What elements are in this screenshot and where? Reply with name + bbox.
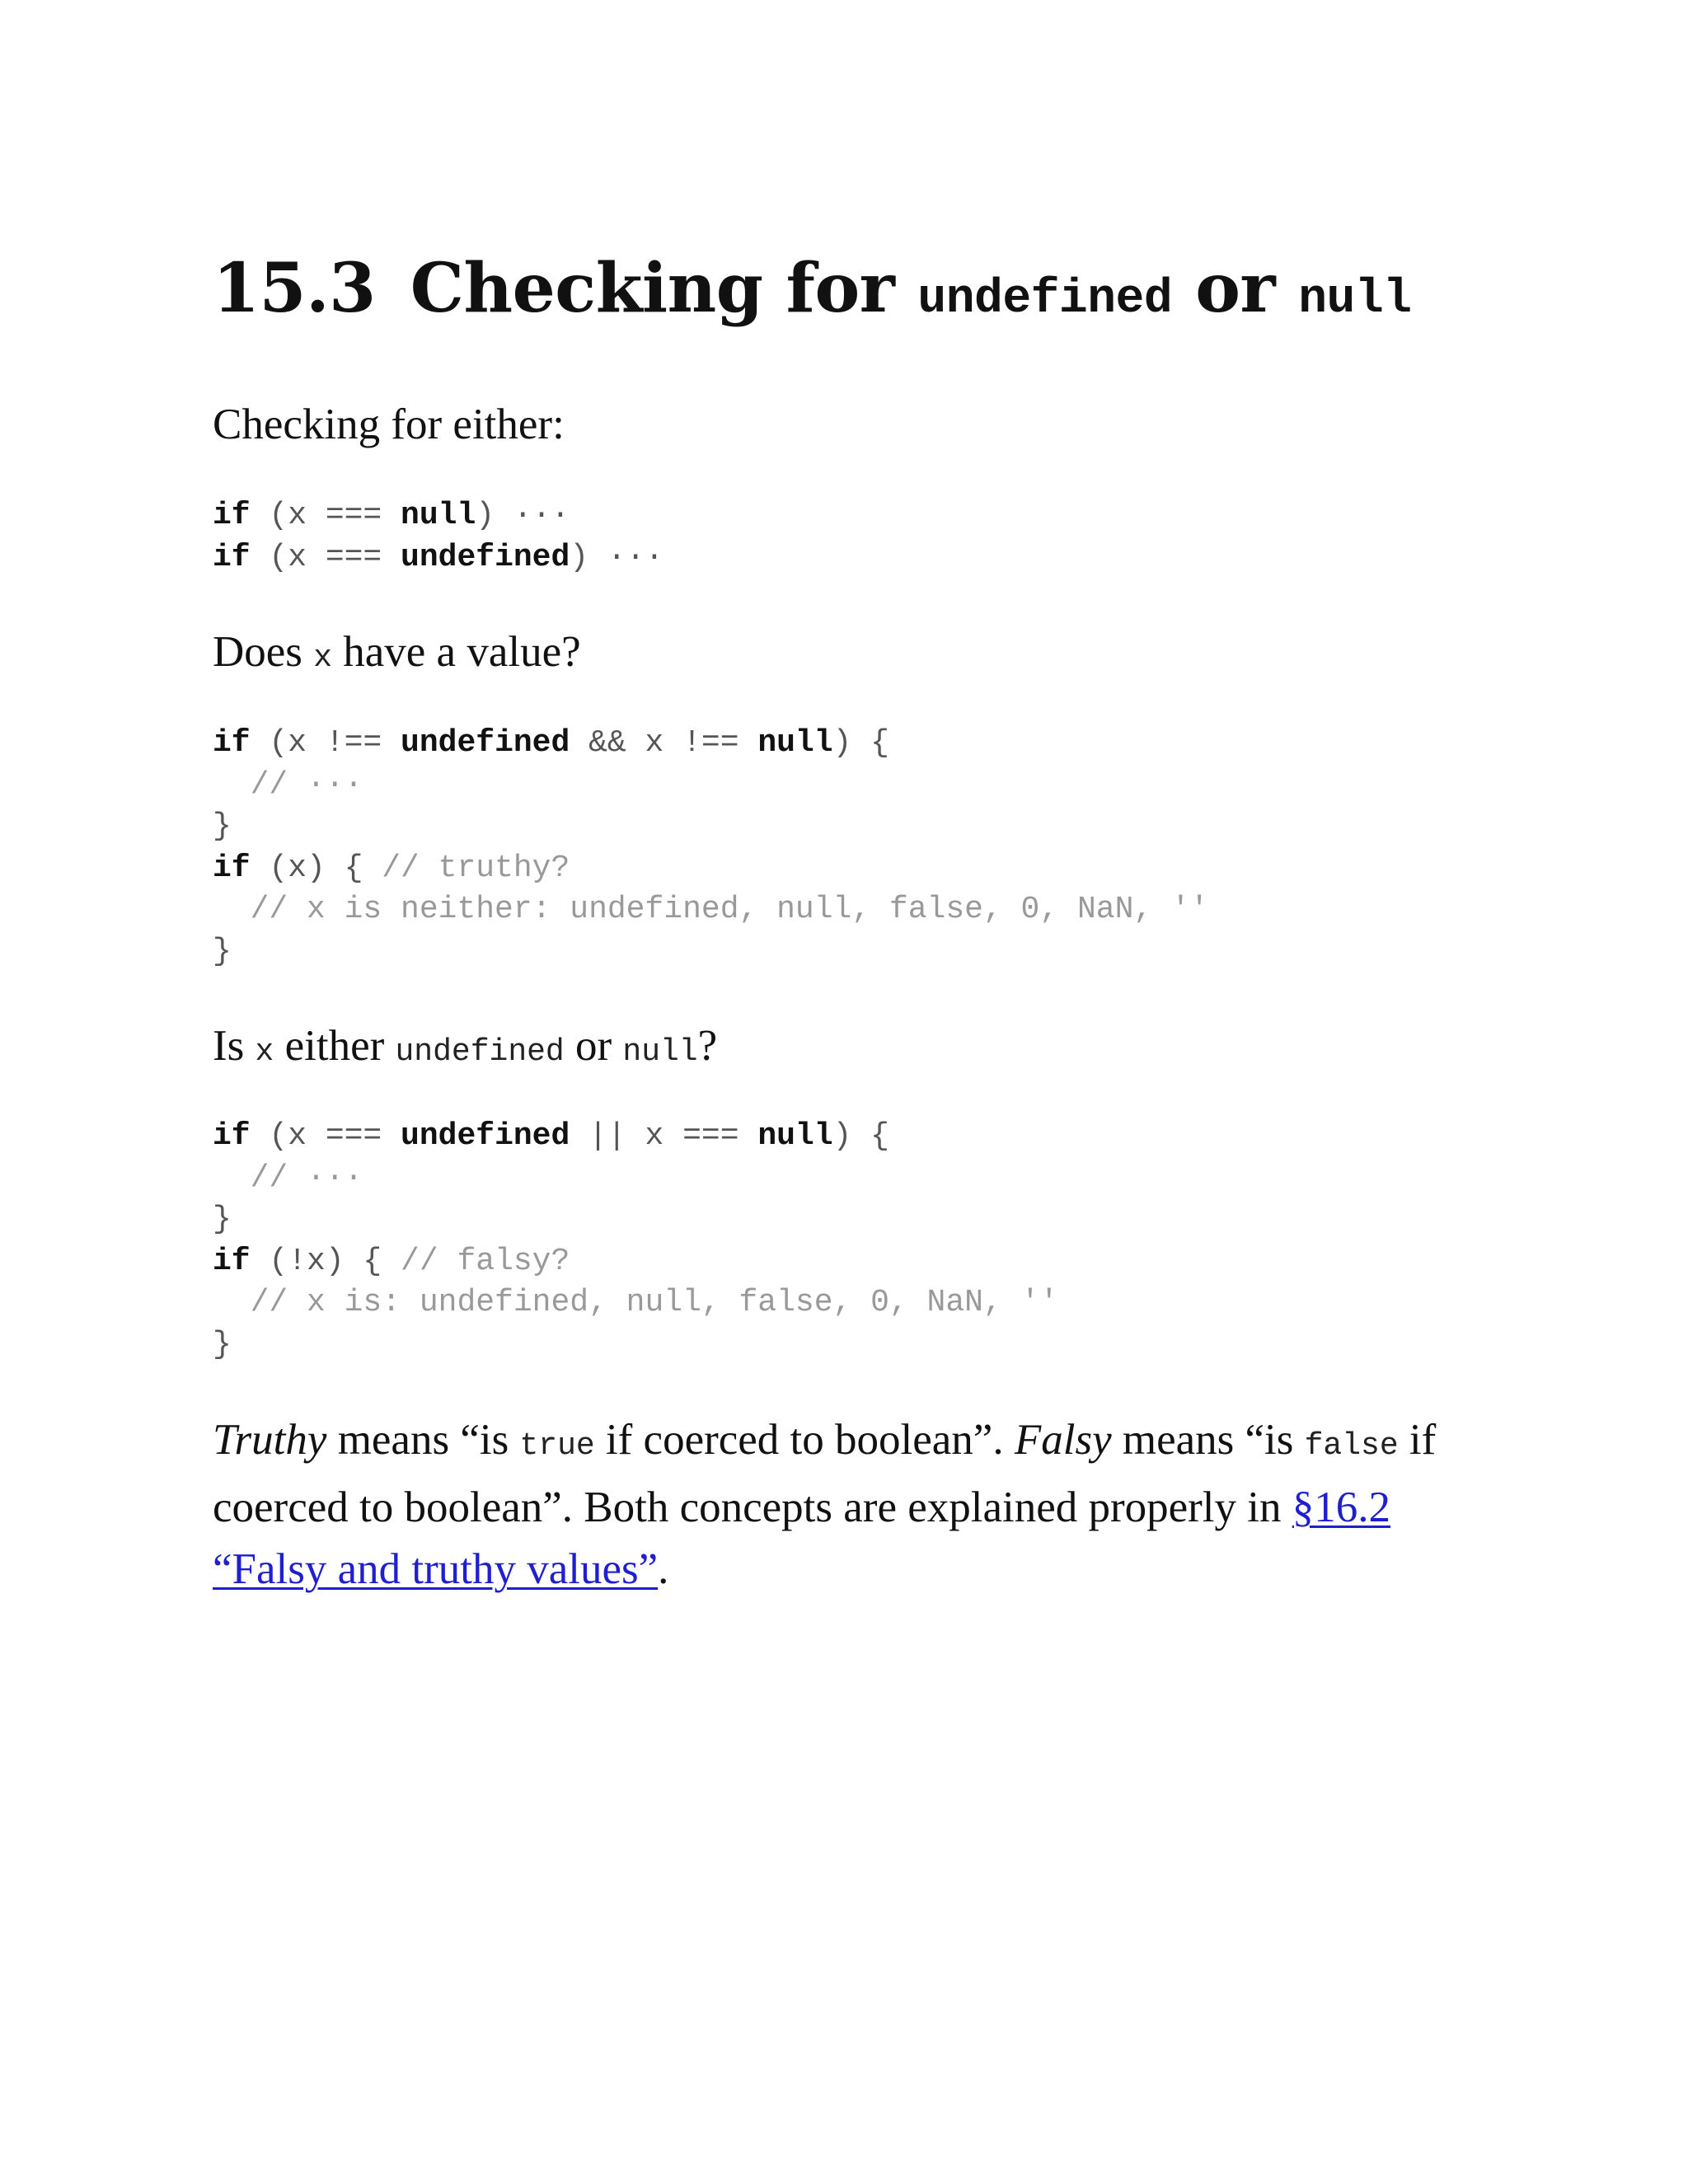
code-line — [213, 765, 1209, 807]
code-text: } — [213, 933, 232, 969]
paragraph-text: means “is — [326, 1416, 520, 1464]
code-text: } — [213, 808, 232, 844]
code-text: (x === — [250, 498, 401, 533]
code-keyword: if — [213, 1118, 251, 1154]
inline-code-false: false — [1304, 1428, 1399, 1464]
code-line — [213, 848, 1209, 890]
code-text: (x) { — [250, 850, 382, 886]
code-keyword: if — [213, 725, 251, 761]
code-line — [213, 537, 663, 579]
code-text: ) { — [832, 725, 889, 761]
paragraph-text: if coerced to boolean”. — [594, 1416, 1015, 1464]
code-line — [213, 1282, 1058, 1324]
inline-code-undefined: undefined — [395, 1034, 565, 1070]
section-heading — [213, 251, 1411, 326]
code-line — [213, 1241, 1058, 1283]
code-text: (x === — [250, 1118, 401, 1154]
code-line — [213, 1116, 1058, 1158]
code-text: || x === — [570, 1118, 758, 1154]
code-comment: // ··· — [213, 766, 363, 803]
code-line — [213, 1199, 1058, 1241]
code-keyword: if — [213, 498, 251, 533]
code-comment: // falsy? — [401, 1243, 570, 1279]
paragraph-text-end: have a value? — [332, 628, 581, 676]
code-block-2 — [213, 723, 1209, 972]
heading-code-null: null — [1298, 273, 1412, 326]
code-text: } — [213, 1326, 232, 1362]
code-keyword: null — [401, 498, 476, 533]
code-keyword: if — [213, 850, 251, 886]
code-line — [213, 495, 663, 537]
paragraph-text: if coerced to boolean”. Both concepts are explained properly in — [213, 1416, 1437, 1531]
paragraph-text-start: Is — [213, 1022, 256, 1070]
inline-code-null: null — [622, 1034, 698, 1070]
link-falsy-truthy-values[interactable]: §16.2 “Falsy and truthy values” — [213, 1483, 1391, 1593]
paragraph-checking-either — [213, 394, 1482, 456]
paragraph-text-end: ? — [697, 1022, 718, 1070]
paragraph-text-or: or — [564, 1022, 623, 1070]
code-text: (!x) { — [250, 1243, 401, 1279]
paragraph-does-x-have-value — [213, 621, 1482, 689]
code-keyword: null — [757, 1118, 833, 1154]
inline-code-true: true — [519, 1428, 595, 1464]
code-keyword: undefined — [401, 539, 570, 575]
code-text: ) { — [832, 1118, 889, 1154]
section-number: 15.3 — [213, 249, 376, 328]
code-text: (x === — [250, 539, 401, 575]
paragraph-text: Checking for either: — [213, 401, 565, 448]
code-text: } — [213, 1202, 232, 1237]
code-line — [213, 1324, 1058, 1366]
paragraph-text-start: Does — [213, 628, 314, 676]
code-line — [213, 931, 1209, 973]
code-block-3 — [213, 1116, 1058, 1366]
term-truthy: Truthy — [213, 1416, 327, 1464]
code-text: ) ··· — [570, 539, 664, 575]
code-keyword: undefined — [401, 1118, 570, 1154]
code-keyword: if — [213, 539, 251, 575]
inline-code-x: x — [313, 640, 332, 676]
code-text: (x !== — [250, 725, 401, 761]
code-text: && x !== — [570, 725, 758, 761]
code-keyword: undefined — [401, 725, 570, 761]
inline-code-x: x — [255, 1034, 274, 1070]
code-keyword: null — [757, 725, 833, 761]
code-keyword: if — [213, 1243, 251, 1279]
paragraph-text-either: either — [274, 1022, 396, 1070]
code-line — [213, 806, 1209, 848]
code-text: ) ··· — [476, 498, 570, 533]
code-line — [213, 1158, 1058, 1200]
heading-or: or — [1195, 249, 1276, 328]
paragraph-truthy-falsy — [213, 1409, 1482, 1601]
heading-code-undefined: undefined — [917, 273, 1173, 326]
code-comment: // x is neither: undefined, null, false, 0, NaN, '' — [213, 892, 1209, 927]
code-comment: // ··· — [213, 1160, 363, 1196]
code-line — [213, 889, 1209, 931]
code-comment: // truthy? — [382, 850, 570, 886]
code-comment: // x is: undefined, null, false, 0, NaN, '' — [213, 1285, 1059, 1320]
paragraph-text: means “is — [1111, 1416, 1305, 1464]
term-falsy: Falsy — [1014, 1416, 1112, 1464]
paragraph-text-end: . — [658, 1545, 669, 1593]
heading-text: Checking for — [410, 249, 895, 328]
paragraph-is-x-undefined-or-null — [213, 1015, 1482, 1083]
code-block-1 — [213, 495, 663, 579]
code-line — [213, 723, 1209, 765]
